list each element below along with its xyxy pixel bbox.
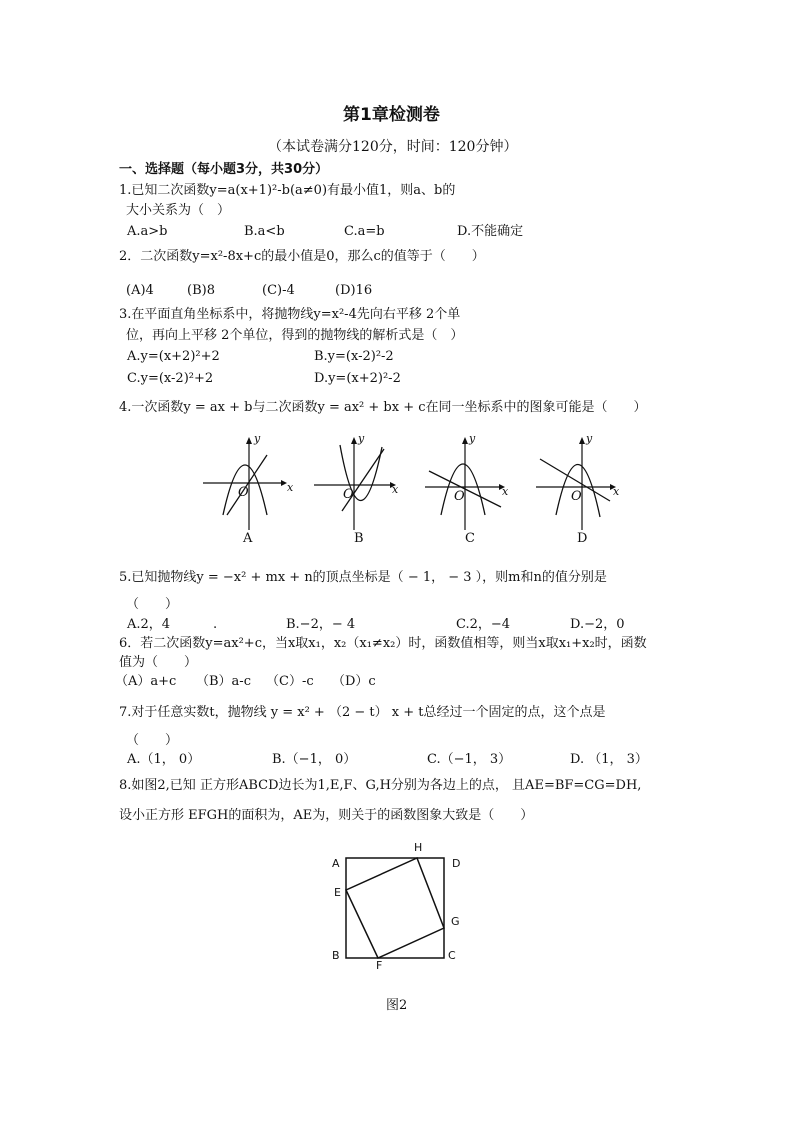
q5-stem: 5.已知抛物线y = −x² + mx + n的顶点坐标是（ − 1， − 3 ），则m和n的值分别是 <box>119 570 607 585</box>
q7-option-c: C.（−1， 3） <box>427 752 512 767</box>
q7-option-a: A.（1， 0） <box>127 752 201 767</box>
q7-option-d: D. （1， 3） <box>570 752 648 767</box>
q5-option-d: D.−2，0 <box>570 617 625 632</box>
q5-option-dot: . <box>213 617 218 632</box>
figure-2-square-diagram <box>345 852 465 972</box>
y-axis-arrow <box>246 437 252 444</box>
q1-option-b: B.a<b <box>244 224 285 239</box>
q4-graph-d-x: x <box>613 485 620 498</box>
q4-graph-a-y: y <box>254 432 261 445</box>
outer-square-abcd <box>346 858 444 958</box>
figure-caption: 图2 <box>386 998 408 1013</box>
q5-option-a: A.2，4 <box>127 617 171 632</box>
q1-stem-line2: 大小关系为（ ） <box>126 203 231 218</box>
section-heading: 一、选择题（每小题3分，共30分） <box>119 162 329 177</box>
q4-graph-d-origin: O <box>571 489 582 504</box>
point-a: A <box>332 857 340 870</box>
q6-stem-line1: 6．若二次函数y=ax²+c，当x取x₁，x₂（x₁≠x₂）时，函数值相等，则当x取x₁+x₂时，函数 <box>119 636 647 651</box>
q2-option-b: (B)8 <box>187 283 215 298</box>
q1-stem-line1: 1.已知二次函数y=a(x+1)²-b(a≠0)有最小值1，则a、b的 <box>119 183 456 198</box>
q4-label-b: B <box>354 531 364 546</box>
page-title: 第1章检测卷 <box>343 105 440 125</box>
q5-option-c: C.2，−4 <box>456 617 511 632</box>
q5-option-b: B.−2，− 4 <box>286 617 356 632</box>
q1-option-d: D.不能确定 <box>457 224 524 239</box>
point-e: E <box>334 886 341 899</box>
exam-info: （本试卷满分120分，时间：120分钟） <box>268 139 518 155</box>
q4-graph-d-y: y <box>586 432 593 445</box>
point-g: G <box>451 915 460 928</box>
y-axis-arrow <box>462 437 468 444</box>
q3-option-c: C.y=(x-2)²+2 <box>127 371 214 386</box>
point-c: C <box>448 949 456 962</box>
q4-graph-b-origin: O <box>343 487 354 502</box>
q8-stem-line1: 8.如图2,已知 正方形ABCD边长为1,E,F、G,H分别为各边上的点， 且AE=BF=CG=DH, <box>119 778 642 793</box>
point-f: F <box>376 959 383 972</box>
point-h: H <box>414 841 423 854</box>
q4-label-d: D <box>577 531 588 546</box>
q7-blank: （ ） <box>126 733 179 748</box>
point-d: D <box>452 857 461 870</box>
q4-label-a: A <box>243 531 253 546</box>
q8-stem-line2: 设小正方形 EFGH的面积为，AE为，则关于的函数图象大致是（ ） <box>119 808 534 823</box>
q3-stem-line1: 3.在平面直角坐标系中，将抛物线y=x²-4先向右平移 2个单 <box>119 307 461 322</box>
q5-blank: （ ） <box>126 597 179 612</box>
q7-stem: 7.对于任意实数t，抛物线 y = x² + （2 − t） x + t总经过一个固定的点，这个点是 <box>119 705 606 720</box>
q6-option-a: （A）a+c <box>115 674 177 689</box>
q2-option-a: (A)4 <box>126 283 154 298</box>
y-axis-arrow <box>579 437 585 444</box>
q4-label-c: C <box>465 531 475 546</box>
q3-option-b: B.y=(x-2)²-2 <box>314 349 394 364</box>
q6-option-d: （D）c <box>332 674 376 689</box>
q4-graph-b-y: y <box>358 432 365 445</box>
q4-graph-c-y: y <box>469 432 476 445</box>
q3-stem-line2: 位，再向上平移 2个单位，得到的抛物线的解析式是（ ） <box>126 328 464 343</box>
q2-stem: 2．二次函数y=x²-8x+c的最小值是0，那么c的值等于（ ） <box>119 249 485 264</box>
q3-option-a: A.y=(x+2)²+2 <box>127 349 220 364</box>
q2-option-d: (D)16 <box>335 283 373 298</box>
q6-option-b: （B）a-c <box>196 674 251 689</box>
q2-option-c: (C)-4 <box>262 283 295 298</box>
q7-option-b: B.（−1， 0） <box>272 752 357 767</box>
q4-graph-a-x: x <box>287 481 294 494</box>
inner-square-efgh <box>346 858 444 958</box>
q4-graph-c-origin: O <box>454 489 465 504</box>
q4-graph-c-x: x <box>502 485 509 498</box>
q6-option-c: （C）-c <box>266 674 314 689</box>
q4-graph-b-x: x <box>392 483 399 496</box>
y-axis-arrow <box>351 437 357 444</box>
q4-graph-b <box>314 435 404 535</box>
q4-graph-a-origin: O <box>238 485 249 500</box>
q1-option-c: C.a=b <box>344 224 385 239</box>
q3-option-d: D.y=(x+2)²-2 <box>314 371 401 386</box>
q1-option-a: A.a>b <box>127 224 168 239</box>
q6-stem-line2: 值为（ ） <box>119 655 198 670</box>
point-b: B <box>332 949 340 962</box>
q4-stem: 4.一次函数y = ax + b与二次函数y = ax² + bx + c在同一坐标系中的图象可能是（ ） <box>119 400 647 415</box>
